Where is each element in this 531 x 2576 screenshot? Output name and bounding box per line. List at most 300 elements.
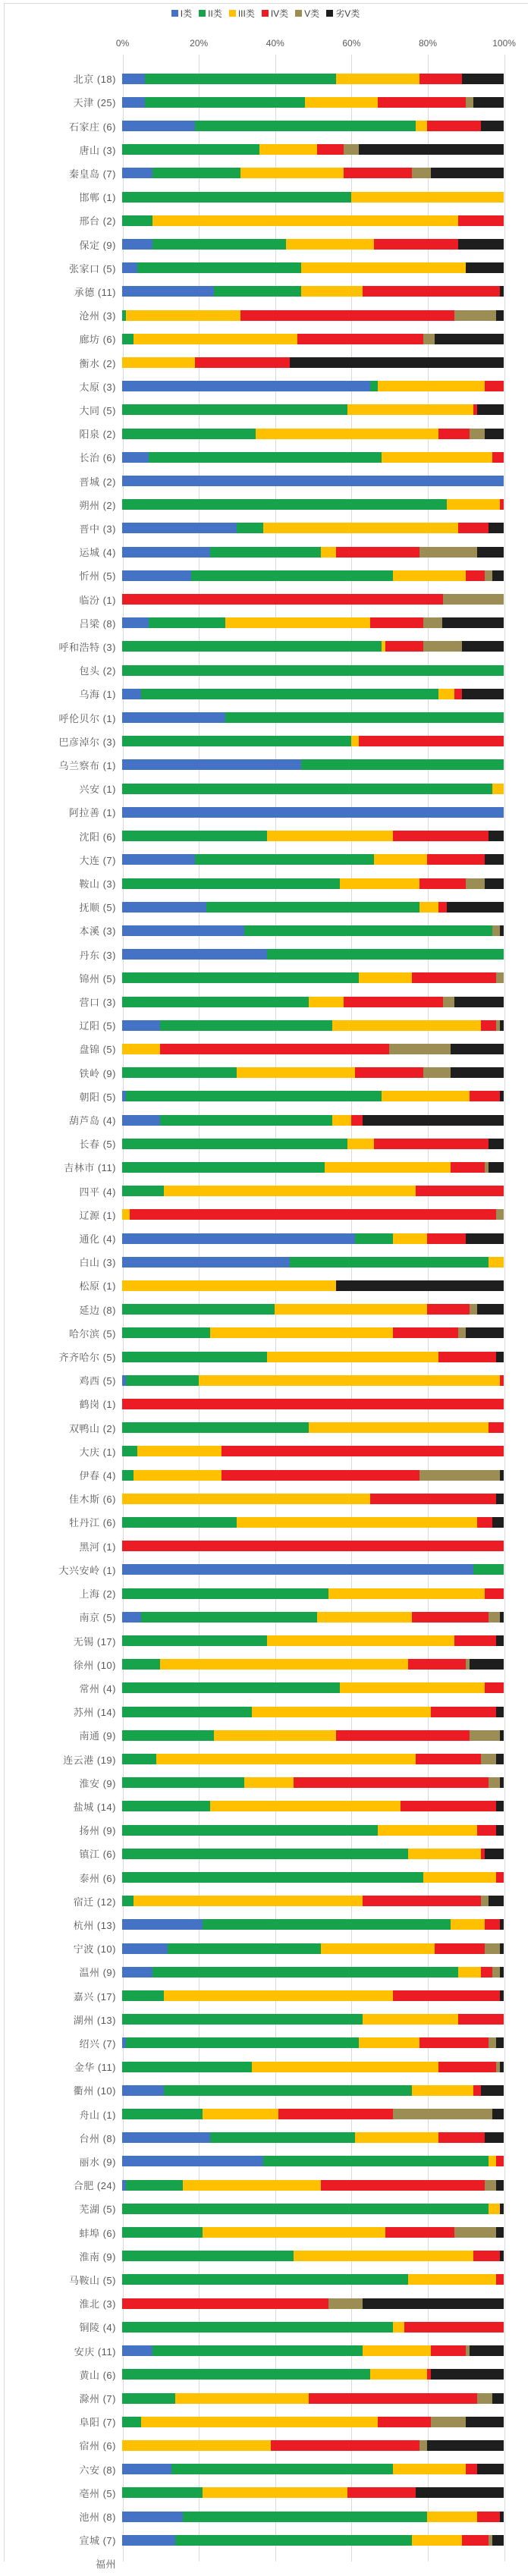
table-row bbox=[0, 445, 531, 469]
bar-segment-III类 bbox=[458, 1967, 481, 1978]
bar-segment-V类 bbox=[389, 1044, 450, 1054]
row-label: 安庆 (11) bbox=[74, 2345, 116, 2358]
stacked-bar bbox=[122, 1801, 504, 1811]
bar-segment-I类 bbox=[122, 74, 145, 84]
table-row bbox=[0, 1487, 531, 1510]
bar-segment-II类 bbox=[122, 144, 259, 155]
bar-segment-劣V类 bbox=[500, 1612, 504, 1623]
stacked-bar bbox=[122, 2369, 504, 2380]
bar-segment-V类 bbox=[470, 429, 485, 439]
stacked-bar bbox=[122, 1091, 504, 1101]
row-label: 四平 (4) bbox=[79, 1186, 116, 1198]
table-row bbox=[0, 350, 531, 374]
stacked-bar bbox=[122, 2464, 504, 2474]
row-label: 晋城 (2) bbox=[79, 476, 116, 488]
stacked-bar bbox=[122, 972, 504, 983]
table-row bbox=[0, 303, 531, 327]
stacked-bar bbox=[122, 215, 504, 226]
bar-segment-III类 bbox=[256, 429, 438, 439]
bar-segment-I类 bbox=[122, 1967, 152, 1978]
bar-segment-III类 bbox=[203, 2487, 347, 2498]
table-row bbox=[0, 564, 531, 587]
stacked-bar bbox=[122, 1682, 504, 1693]
bar-segment-III类 bbox=[286, 239, 374, 250]
bar-segment-I类 bbox=[122, 476, 504, 486]
stacked-bar bbox=[122, 570, 504, 581]
bar-segment-劣V类 bbox=[496, 1754, 504, 1764]
row-label: 晋中 (3) bbox=[79, 523, 116, 535]
bar-segment-II类 bbox=[137, 262, 301, 273]
bar-segment-III类 bbox=[336, 74, 420, 84]
table-row bbox=[0, 1582, 531, 1605]
legend-item-I类 bbox=[171, 7, 192, 20]
stacked-bar bbox=[122, 1139, 504, 1149]
bar-segment-II类 bbox=[122, 1186, 164, 1196]
bar-segment-III类 bbox=[378, 1825, 477, 1836]
stacked-bar bbox=[122, 97, 504, 108]
table-row bbox=[0, 1463, 531, 1487]
bar-segment-IV类 bbox=[130, 1209, 496, 1220]
bar-segment-III类 bbox=[263, 523, 458, 533]
bar-segment-III类 bbox=[134, 1470, 222, 1481]
bar-segment-IV类 bbox=[500, 1375, 504, 1386]
bar-segment-II类 bbox=[122, 1730, 214, 1741]
table-row bbox=[0, 1605, 531, 1629]
bar-segment-II类 bbox=[183, 2512, 427, 2522]
bar-segment-III类 bbox=[275, 1304, 427, 1315]
bar-segment-I类 bbox=[122, 617, 149, 628]
legend-label: V类 bbox=[304, 8, 320, 19]
bar-segment-III类 bbox=[199, 1375, 500, 1386]
stacked-bar bbox=[122, 2109, 504, 2119]
bar-segment-II类 bbox=[122, 1801, 210, 1811]
bar-segment-III类 bbox=[393, 1233, 427, 1244]
bar-segment-劣V类 bbox=[466, 2417, 504, 2427]
row-label: 通化 (4) bbox=[79, 1233, 116, 1246]
table-row bbox=[0, 2528, 531, 2552]
bar-segment-II类 bbox=[122, 1754, 156, 1764]
stacked-bar bbox=[122, 499, 504, 510]
table-row bbox=[0, 1558, 531, 1582]
table-row bbox=[0, 1676, 531, 1700]
row-label: 阿拉善 (1) bbox=[68, 807, 116, 819]
bar-segment-II类 bbox=[145, 74, 336, 84]
bar-segment-V类 bbox=[423, 617, 442, 628]
bar-segment-V类 bbox=[419, 547, 476, 558]
bar-segment-III类 bbox=[183, 2180, 320, 2191]
legend-swatch-icon bbox=[229, 10, 236, 17]
bar-segment-劣V类 bbox=[496, 310, 504, 321]
row-label: 天津 (25) bbox=[73, 97, 116, 109]
table-row bbox=[0, 1392, 531, 1415]
bar-segment-III类 bbox=[359, 972, 412, 983]
stacked-bar bbox=[122, 1588, 504, 1599]
stacked-bar bbox=[122, 239, 504, 250]
bar-segment-II类 bbox=[122, 404, 347, 415]
table-row bbox=[0, 919, 531, 942]
table-row bbox=[0, 1108, 531, 1132]
bar-segment-IV类 bbox=[485, 1588, 504, 1599]
row-label: 太原 (3) bbox=[79, 381, 116, 393]
bar-segment-劣V类 bbox=[427, 2440, 504, 2451]
bar-segment-II类 bbox=[160, 1020, 331, 1031]
row-label: 延边 (8) bbox=[79, 1304, 116, 1316]
bar-segment-V类 bbox=[443, 594, 504, 605]
bar-segment-劣V类 bbox=[477, 1304, 504, 1315]
bar-segment-III类 bbox=[321, 547, 336, 558]
bar-segment-II类 bbox=[122, 192, 351, 203]
bar-segment-II类 bbox=[126, 2180, 183, 2191]
bar-segment-II类 bbox=[122, 1849, 408, 1859]
x-axis-tick: 80% bbox=[418, 38, 438, 49]
row-label: 大庆 (1) bbox=[79, 1446, 116, 1458]
bar-segment-IV类 bbox=[393, 831, 489, 841]
row-label: 镇江 (6) bbox=[79, 1849, 116, 1861]
bar-segment-III类 bbox=[321, 1943, 435, 1954]
table-row bbox=[0, 1984, 531, 2007]
x-axis-tick: 0% bbox=[115, 38, 130, 49]
bar-segment-III类 bbox=[451, 1919, 485, 1930]
bar-segment-II类 bbox=[122, 1139, 347, 1149]
row-label: 盐城 (14) bbox=[73, 1801, 116, 1813]
row-label: 葫芦岛 (4) bbox=[68, 1115, 116, 1127]
bar-segment-III类 bbox=[259, 144, 316, 155]
bar-segment-劣V类 bbox=[451, 1044, 504, 1054]
legend-swatch-icon bbox=[262, 10, 269, 17]
bar-segment-II类 bbox=[122, 2062, 252, 2072]
table-row bbox=[0, 1180, 531, 1203]
bar-segment-IV类 bbox=[122, 2298, 328, 2309]
bar-segment-III类 bbox=[252, 1707, 431, 1717]
stacked-bar bbox=[122, 2322, 504, 2333]
table-row bbox=[0, 375, 531, 398]
row-label: 保定 (9) bbox=[79, 239, 116, 251]
bar-segment-I类 bbox=[122, 1919, 203, 1930]
table-row bbox=[0, 1274, 531, 1297]
bar-segment-V类 bbox=[423, 334, 435, 344]
bar-segment-II类 bbox=[195, 854, 374, 865]
table-row bbox=[0, 635, 531, 658]
row-label: 呼伦贝尔 (1) bbox=[58, 712, 116, 724]
table-row bbox=[0, 1013, 531, 1037]
bar-segment-III类 bbox=[438, 689, 454, 699]
stacked-bar bbox=[122, 1422, 504, 1433]
bar-segment-IV类 bbox=[500, 499, 504, 510]
stacked-bar bbox=[122, 121, 504, 131]
bar-segment-IV类 bbox=[458, 2014, 504, 2025]
bar-segment-III类 bbox=[378, 381, 485, 391]
bar-segment-II类 bbox=[122, 2109, 203, 2119]
bar-segment-IV类 bbox=[419, 2037, 489, 2048]
stacked-bar bbox=[122, 168, 504, 178]
legend-label: I类 bbox=[180, 8, 193, 19]
row-label: 淮南 (9) bbox=[79, 2251, 116, 2263]
bar-segment-劣V类 bbox=[500, 1730, 504, 1741]
bar-rows bbox=[0, 67, 531, 2576]
bar-segment-V类 bbox=[423, 641, 461, 652]
bar-segment-IV类 bbox=[344, 168, 413, 178]
bar-segment-V类 bbox=[443, 997, 454, 1007]
stacked-bar bbox=[122, 334, 504, 344]
table-row bbox=[0, 1653, 531, 1676]
table-row bbox=[0, 1535, 531, 1558]
stacked-bar bbox=[122, 1990, 504, 2001]
bar-segment-IV类 bbox=[363, 1896, 481, 1906]
bar-segment-III类 bbox=[252, 2062, 438, 2072]
bar-segment-V类 bbox=[412, 168, 431, 178]
bar-segment-劣V类 bbox=[481, 2085, 504, 2096]
bar-segment-III类 bbox=[122, 1280, 336, 1291]
bar-segment-II类 bbox=[122, 2274, 408, 2285]
row-label: 张家口 (5) bbox=[68, 262, 116, 275]
stacked-bar bbox=[122, 902, 504, 913]
bar-segment-III类 bbox=[301, 262, 465, 273]
bar-segment-II类 bbox=[122, 429, 256, 439]
bar-segment-II类 bbox=[122, 2227, 203, 2238]
stacked-bar bbox=[122, 949, 504, 960]
bar-segment-V类 bbox=[419, 2440, 427, 2451]
bar-segment-IV类 bbox=[370, 617, 423, 628]
table-row bbox=[0, 2410, 531, 2433]
bar-segment-III类 bbox=[240, 168, 344, 178]
bar-segment-劣V类 bbox=[485, 854, 504, 865]
stacked-bar bbox=[122, 2251, 504, 2261]
bar-segment-IV类 bbox=[412, 972, 496, 983]
stacked-bar bbox=[122, 807, 504, 818]
table-row bbox=[0, 800, 531, 824]
table-row bbox=[0, 2102, 531, 2125]
table-row bbox=[0, 493, 531, 517]
row-label: 临汾 (1) bbox=[79, 594, 116, 606]
table-row bbox=[0, 1913, 531, 1937]
bar-segment-II类 bbox=[267, 949, 504, 960]
stacked-bar bbox=[122, 1257, 504, 1268]
bar-segment-I类 bbox=[122, 2132, 210, 2143]
bar-segment-III类 bbox=[447, 499, 500, 510]
table-row bbox=[0, 705, 531, 729]
bar-segment-II类 bbox=[149, 452, 382, 463]
bar-segment-II类 bbox=[237, 523, 263, 533]
legend-label: 劣V类 bbox=[335, 8, 360, 19]
bar-segment-III类 bbox=[412, 2535, 461, 2546]
bar-segment-II类 bbox=[122, 1162, 325, 1173]
stacked-bar bbox=[122, 2274, 504, 2285]
row-label: 松原 (1) bbox=[79, 1280, 116, 1293]
table-row bbox=[0, 2505, 531, 2528]
row-label: 衡水 (2) bbox=[79, 357, 116, 369]
bar-segment-II类 bbox=[210, 2132, 355, 2143]
stacked-bar bbox=[122, 2227, 504, 2238]
stacked-bar bbox=[122, 1162, 504, 1173]
bar-segment-IV类 bbox=[240, 310, 454, 321]
row-label: 唐山 (3) bbox=[79, 144, 116, 156]
stacked-bar bbox=[122, 1233, 504, 1244]
stacked-bar bbox=[122, 547, 504, 558]
stacked-bar bbox=[122, 1044, 504, 1054]
bar-segment-IV类 bbox=[393, 1990, 500, 2001]
row-label: 阜阳 (7) bbox=[79, 2417, 116, 2429]
bar-segment-III类 bbox=[134, 1896, 363, 1906]
bar-segment-III类 bbox=[370, 2369, 427, 2380]
bar-segment-劣V类 bbox=[470, 1659, 504, 1670]
row-label: 大兴安岭 (1) bbox=[58, 1564, 116, 1576]
row-label: 丽水 (9) bbox=[79, 2156, 116, 2168]
bar-segment-I类 bbox=[122, 807, 504, 818]
table-row bbox=[0, 1155, 531, 1179]
bar-segment-I类 bbox=[122, 854, 195, 865]
table-row bbox=[0, 517, 531, 540]
stacked-bar bbox=[122, 2512, 504, 2522]
stacked-bar bbox=[122, 1707, 504, 1717]
row-label: 淮北 (3) bbox=[79, 2298, 116, 2311]
table-row bbox=[0, 67, 531, 90]
bar-segment-V类 bbox=[454, 310, 496, 321]
row-label: 运城 (4) bbox=[79, 547, 116, 559]
table-row bbox=[0, 398, 531, 422]
bar-segment-III类 bbox=[351, 736, 359, 746]
bar-segment-I类 bbox=[122, 902, 206, 913]
table-row bbox=[0, 1629, 531, 1652]
x-axis-tick: 20% bbox=[190, 38, 209, 49]
row-label: 亳州 (5) bbox=[79, 2487, 116, 2499]
table-row bbox=[0, 2008, 531, 2031]
table-row bbox=[0, 1061, 531, 1085]
stacked-bar bbox=[122, 357, 504, 368]
row-label: 合肥 (24) bbox=[73, 2180, 116, 2192]
row-label: 盘锦 (5) bbox=[79, 1044, 116, 1056]
bar-segment-III类 bbox=[164, 1186, 416, 1196]
table-row bbox=[0, 209, 531, 232]
bar-segment-II类 bbox=[152, 168, 240, 178]
bar-segment-II类 bbox=[122, 831, 267, 841]
table-row bbox=[0, 327, 531, 350]
stacked-bar bbox=[122, 381, 504, 391]
table-row bbox=[0, 540, 531, 564]
bar-segment-IV类 bbox=[462, 2535, 489, 2546]
table-row bbox=[0, 1842, 531, 1865]
row-label: 忻州 (5) bbox=[79, 570, 116, 583]
bar-segment-I类 bbox=[122, 1233, 355, 1244]
bar-segment-IV类 bbox=[408, 1659, 465, 1670]
row-label: 铜陵 (4) bbox=[79, 2322, 116, 2334]
stacked-bar bbox=[122, 1564, 504, 1575]
bar-segment-III类 bbox=[355, 2132, 439, 2143]
bar-segment-IV类 bbox=[451, 1162, 485, 1173]
bar-segment-V类 bbox=[481, 1896, 489, 1906]
table-row bbox=[0, 825, 531, 848]
bar-segment-IV类 bbox=[427, 854, 484, 865]
table-row bbox=[0, 2173, 531, 2197]
stacked-bar bbox=[122, 1896, 504, 1906]
bar-segment-II类 bbox=[122, 1659, 160, 1670]
row-label: 舟山 (1) bbox=[79, 2109, 116, 2121]
table-row bbox=[0, 1416, 531, 1440]
bar-segment-IV类 bbox=[438, 1352, 495, 1362]
bar-segment-劣V类 bbox=[451, 1067, 504, 1078]
bar-segment-II类 bbox=[301, 759, 504, 770]
stacked-bar bbox=[122, 2204, 504, 2214]
bar-segment-劣V类 bbox=[500, 1091, 504, 1101]
bar-segment-劣V类 bbox=[477, 547, 504, 558]
table-row bbox=[0, 280, 531, 303]
bar-segment-I类 bbox=[122, 97, 145, 108]
bar-segment-I类 bbox=[122, 262, 137, 273]
stacked-bar bbox=[122, 2393, 504, 2404]
bar-segment-劣V类 bbox=[496, 1494, 504, 1504]
stacked-bar bbox=[122, 2487, 504, 2498]
bar-segment-II类 bbox=[126, 1091, 382, 1101]
stacked-bar bbox=[122, 2345, 504, 2356]
legend-item-IV类 bbox=[262, 7, 288, 20]
row-label: 衢州 (10) bbox=[73, 2085, 116, 2097]
bar-segment-III类 bbox=[122, 1494, 370, 1504]
bar-segment-II类 bbox=[122, 997, 309, 1007]
bar-segment-III类 bbox=[489, 2156, 496, 2166]
stacked-bar bbox=[122, 925, 504, 936]
bar-segment-II类 bbox=[122, 2322, 393, 2333]
bar-segment-劣V类 bbox=[489, 1162, 504, 1173]
bar-segment-劣V类 bbox=[496, 1801, 504, 1811]
bar-segment-IV类 bbox=[385, 2227, 454, 2238]
bar-segment-劣V类 bbox=[500, 1919, 504, 1930]
bar-segment-III类 bbox=[317, 1612, 413, 1623]
stacked-bar bbox=[122, 2535, 504, 2546]
bar-segment-II类 bbox=[122, 2369, 370, 2380]
bar-segment-劣V类 bbox=[485, 2132, 504, 2143]
bar-segment-劣V类 bbox=[489, 1896, 504, 1906]
bar-segment-I类 bbox=[122, 712, 225, 723]
bar-segment-IV类 bbox=[419, 878, 465, 889]
table-row bbox=[0, 422, 531, 445]
bar-segment-II类 bbox=[191, 570, 394, 581]
row-label: 双鸭山 (2) bbox=[68, 1422, 116, 1434]
row-label: 辽阳 (5) bbox=[79, 1020, 116, 1032]
row-label: 台州 (8) bbox=[79, 2132, 116, 2144]
bar-segment-III类 bbox=[237, 1067, 355, 1078]
stacked-bar bbox=[122, 759, 504, 770]
bar-segment-IV类 bbox=[473, 2085, 481, 2096]
bar-segment-II类 bbox=[141, 689, 438, 699]
bar-segment-III类 bbox=[408, 2274, 496, 2285]
bar-segment-III类 bbox=[294, 2251, 473, 2261]
bar-segment-劣V类 bbox=[466, 1327, 504, 1338]
bar-segment-劣V类 bbox=[485, 1849, 504, 1859]
bar-segment-IV类 bbox=[378, 97, 466, 108]
table-row bbox=[0, 2315, 531, 2339]
bar-segment-II类 bbox=[122, 2487, 203, 2498]
table-row bbox=[0, 162, 531, 185]
bar-segment-II类 bbox=[122, 665, 504, 676]
bar-segment-III类 bbox=[340, 1682, 485, 1693]
bar-segment-劣V类 bbox=[496, 1707, 504, 1717]
bar-segment-III类 bbox=[325, 1162, 451, 1173]
bar-segment-I类 bbox=[122, 547, 210, 558]
table-row bbox=[0, 1250, 531, 1274]
bar-segment-IV类 bbox=[404, 2322, 504, 2333]
row-label: 滁州 (7) bbox=[79, 2393, 116, 2405]
table-row bbox=[0, 2197, 531, 2220]
table-row bbox=[0, 1510, 531, 1534]
bar-segment-IV类 bbox=[466, 570, 485, 581]
row-label: 北京 (18) bbox=[73, 74, 116, 86]
legend bbox=[0, 7, 531, 20]
bar-segment-IV类 bbox=[454, 1635, 496, 1646]
bar-segment-IV类 bbox=[122, 1541, 504, 1551]
bar-segment-III类 bbox=[423, 1872, 496, 1883]
bar-segment-II类 bbox=[152, 239, 286, 250]
bar-segment-V类 bbox=[496, 972, 504, 983]
bar-segment-劣V类 bbox=[500, 925, 504, 936]
